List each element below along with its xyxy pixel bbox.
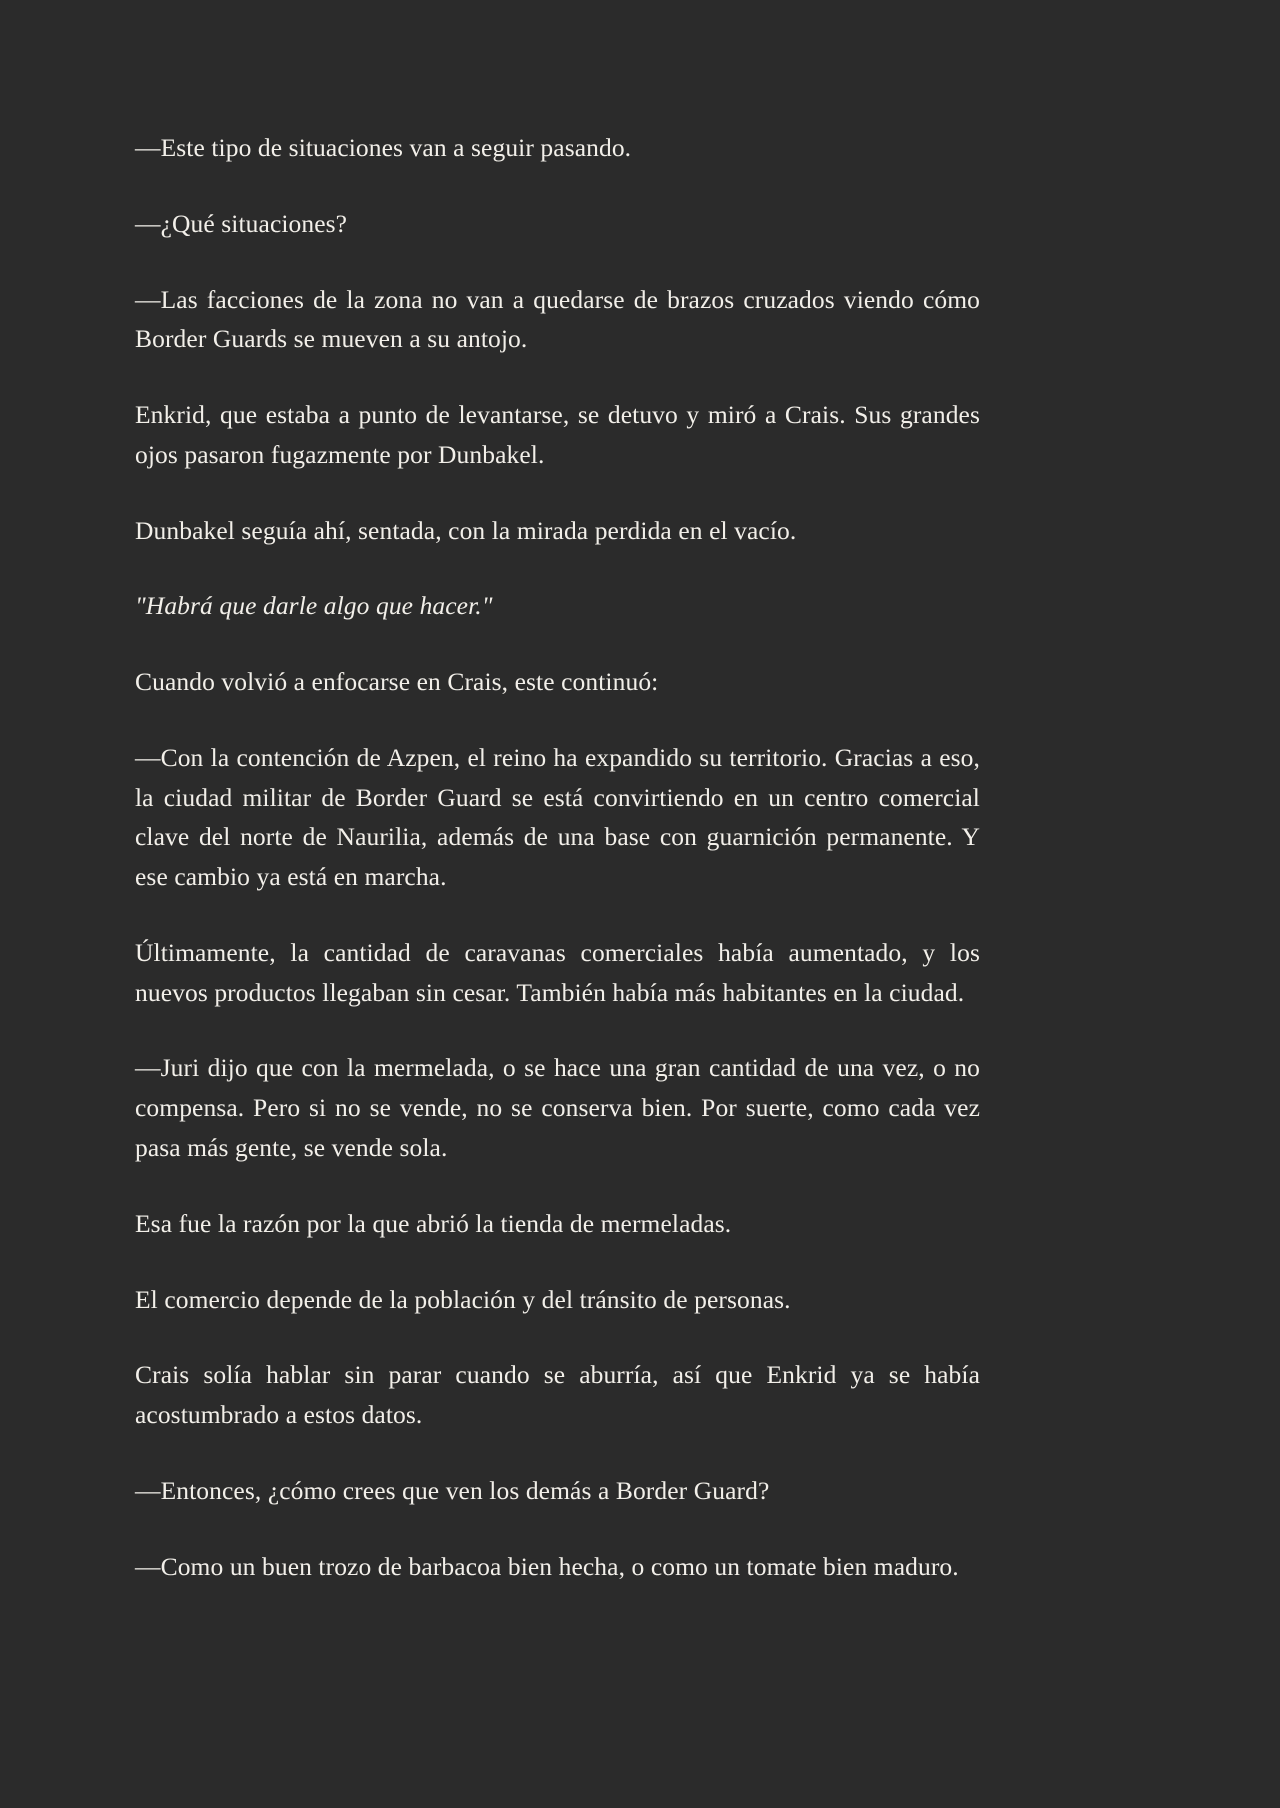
paragraph-narration-9: Últimamente, la cantidad de caravanas comerciales había aumentado, y los nuevos productos llegaban sin cesar. También había más habitantes en la ciudad. [135, 937, 980, 1007]
paragraph-dialogue-2: —¿Qué situaciones? [135, 208, 348, 238]
paragraph-narration-12: El comercio depende de la población y del tránsito de personas. [135, 1284, 791, 1314]
paragraph-dialogue-15: —Como un buen trozo de barbacoa bien hecha, o como un tomate bien maduro. [135, 1551, 959, 1581]
paragraph-dialogue-14: —Entonces, ¿cómo crees que ven los demás a Border Guard? [135, 1475, 770, 1505]
paragraph-narration-11: Esa fue la razón por la que abrió la tienda de mermeladas. [135, 1208, 732, 1238]
paragraph-dialogue-3: —Las facciones de la zona no van a quedarse de brazos cruzados viendo cómo Border Guards se mueven a su antojo. [135, 284, 980, 354]
document-text-column [135, 128, 980, 1586]
paragraph-dialogue-1: —Este tipo de situaciones van a seguir pasando. [135, 133, 632, 162]
paragraph-narration-7: Cuando volvió a enfocarse en Crais, este continuó: [135, 667, 659, 697]
paragraph-thought-6: "Habrá que darle algo que hacer." [135, 591, 493, 621]
paragraph-narration-5: Dunbakel seguía ahí, sentada, con la mirada perdida en el vacío. [135, 515, 797, 545]
paragraph-narration-13: Crais solía hablar sin parar cuando se aburría, así que Enkrid ya se había acostumbrado a estos datos. [135, 1360, 980, 1430]
paragraph-dialogue-8: —Con la contención de Azpen, el reino ha expandido su territorio. Gracias a eso, la ciudad militar de Border Guard se está convirtiendo en un centro comercial clave del norte de Naurilia, además de una base con guarnición permanente. Y ese cambio ya está en marcha. [135, 742, 980, 892]
paragraph-narration-4: Enkrid, que estaba a punto de levantarse, se detuvo y miró a Crais. Sus grandes ojos pasaron fugazmente por Dunbakel. [135, 400, 980, 469]
paragraph-dialogue-10: —Juri dijo que con la mermelada, o se hace una gran cantidad de una vez, o no compensa. Pero si no se vende, no se conserva bien. Por suerte, como cada vez pasa más gente, se vende sola. [135, 1053, 980, 1163]
